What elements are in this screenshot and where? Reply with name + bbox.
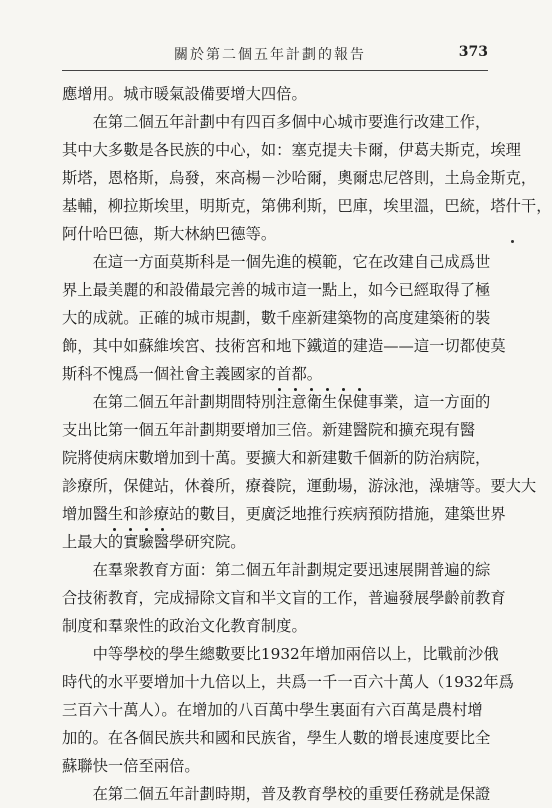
emphasis-dot xyxy=(358,388,361,391)
emphasis-dot xyxy=(310,388,313,391)
page-number: 373 xyxy=(458,44,488,60)
emphasis-dot xyxy=(161,528,164,531)
text-line: 院將使病床數增加到十萬。要擴大和新建數千個新的防治病院， xyxy=(62,449,491,467)
emphasis-dot xyxy=(145,528,148,531)
text-line: 在第二個五年計劃時期，普及教育學校的重要任務就是保證 xyxy=(62,785,491,803)
text-line: 界上最美麗的和設備最完善的城市這一點上，如今已經取得了極 xyxy=(62,281,491,299)
margin-mark xyxy=(511,240,514,243)
text-line: 其中大多數是各民族的中心，如：塞克提夫卡爾，伊葛夫斯克，埃理 xyxy=(62,141,521,159)
emphasis-dots xyxy=(110,528,170,534)
text-line: 蘇聯快一倍至兩倍。 xyxy=(62,757,200,775)
text-line: 三百六十萬人）。在增加的八百萬中學生裏面有六百萬是農村增 xyxy=(62,701,483,719)
text-line: 時代的水平要增加十九倍以上，共爲一千一百六十萬人（1932年爲 xyxy=(62,673,514,691)
text-line: 在這一方面莫斯科是一個先進的模範，它在改建自己成爲世 xyxy=(62,253,491,271)
emphasis-dot xyxy=(342,388,345,391)
page-header xyxy=(62,44,488,68)
text-line: 基輔，柳拉斯埃里，明斯克，第佛利斯，巴庫，埃里溫，巴統，塔什干， xyxy=(62,197,552,215)
emphasis-dot xyxy=(113,528,116,531)
text-line: 飾，其中如蘇維埃宮、技術宮和地下鐵道的建造——這一切都使莫 xyxy=(62,337,506,355)
text-line: 制度和羣衆性的政治文化教育制度。 xyxy=(62,617,307,635)
text-line: 斯科不愧爲一個社會主義國家的首都。 xyxy=(62,365,323,383)
text-line: 上最大的實驗醫學研究院。 xyxy=(62,533,246,551)
text-line: 中等學校的學生總數要比1932年增加兩倍以上，比戰前沙俄 xyxy=(62,645,499,663)
running-head: 關於第二個五年計劃的報告 xyxy=(174,47,366,63)
text-line: 加的。在各個民族共和國和民族省，學生人數的增長速度要比全 xyxy=(62,729,491,747)
text-line: 支出比第一個五年計劃期要增加三倍。新建醫院和擴充現有醫 xyxy=(62,421,476,439)
text-line: 診療所，保健站，休養所，療養院，運動場，游泳池，澡塘等。要大大 xyxy=(62,477,537,495)
text-line: 合技術教育，完成掃除文盲和半文盲的工作，普遍發展學齡前教育 xyxy=(62,589,506,607)
text-line: 斯塔，恩格斯，烏發，來高楊－沙哈爾，奧爾忠尼啓則，土烏金斯克， xyxy=(62,169,537,187)
text-line: 應增用。城市暖氣設備要增大四倍。 xyxy=(62,85,307,103)
emphasis-dots xyxy=(275,388,365,394)
text-line: 阿什哈巴德，斯大林納巴德等。 xyxy=(62,225,277,243)
emphasis-dot xyxy=(129,528,132,531)
emphasis-dot xyxy=(294,388,297,391)
emphasis-dot xyxy=(326,388,329,391)
body-text xyxy=(62,80,552,808)
text-line: 在第二個五年計劃中有四百多個中心城市要進行改建工作， xyxy=(62,113,491,131)
text-line: 增加醫生和診療站的數目，更廣泛地推行疾病預防措施，建築世界 xyxy=(62,505,506,523)
text-line: 在羣衆教育方面：第二個五年計劃規定要迅速展開普遍的綜 xyxy=(62,561,491,579)
text-line: 在第二個五年計劃期間特別注意衛生保健事業，這一方面的 xyxy=(62,393,491,411)
text-line: 大的成就。正確的城市規劃，數千座新建築物的高度建築術的裝 xyxy=(62,309,491,327)
emphasis-dot xyxy=(278,388,281,391)
header-rule xyxy=(62,70,488,71)
